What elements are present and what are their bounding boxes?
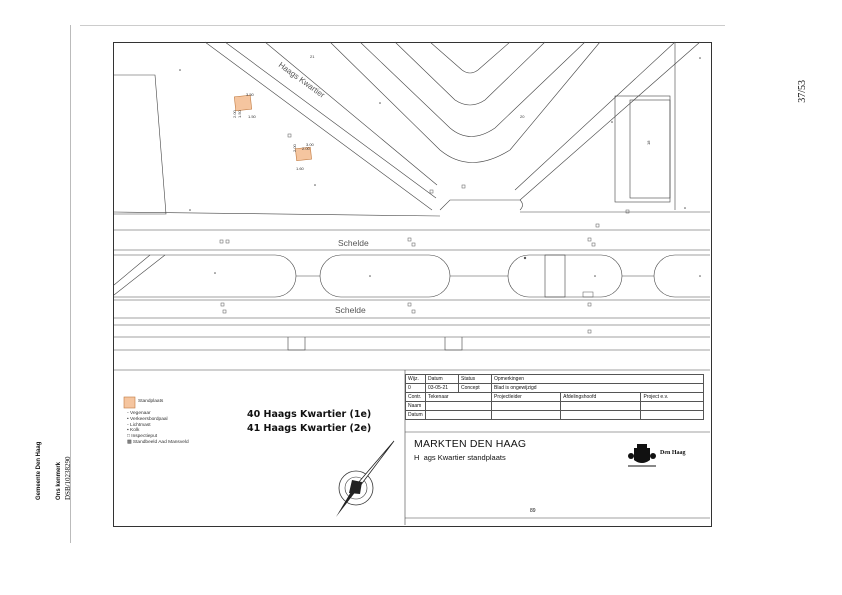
diagonal-street-edge [205,42,432,210]
market-title-1: 40 Haags Kwartier (1e) [247,409,372,420]
table-row [406,375,704,384]
table-row [406,393,704,402]
kenmerk-label: Ons kenmerk [56,461,62,500]
dimension-label: 1.50 [237,110,242,118]
legend-label: Inspectieput [131,434,158,440]
table-cell: 0 [406,384,426,393]
dimension-label: 1.60 [296,166,304,171]
median-island [654,255,710,297]
street-name-lower: Schelde [335,305,366,315]
legend-item [127,440,189,446]
table-cell: 03-05-21 [426,384,459,393]
legend-symbol: ◦ [127,411,131,416]
table-cell [492,402,561,411]
sheet-number: 89 [530,508,536,514]
table-row [406,384,704,393]
title-block-subtitle: H ags Kwartier standplaats [414,453,506,462]
standplaats-boxes [234,95,311,160]
den-haag-logo-text: Den Haag [660,450,686,456]
legend-label: Lichtmast [130,422,151,428]
table-cell: Concept [459,384,492,393]
title-block-title: MARKTEN DEN HAAG [414,438,527,450]
table-cell [426,402,492,411]
table-cell: Projectleider [492,393,561,402]
den-haag-logo-icon [628,444,656,466]
legend-symbol: ◦ [127,422,131,428]
table-cell: Wijz. [406,375,426,384]
table-cell: Opmerkingen [492,375,704,384]
standplaats-40 [234,95,251,111]
table-cell: Status [459,375,492,384]
table-cell [641,402,704,411]
table-cell: Afdelingshoofd [561,393,641,402]
number-label: 20 [520,114,525,119]
org-name: Gemeente Den Haag [36,441,42,500]
kenmerk-value: DSB/10238290 [64,456,72,500]
dimension-label: 3.50 [246,92,254,97]
table-cell: Datum [406,411,426,420]
legend-label: Standbeeld Aad Mansveld [132,439,189,445]
number-label: 18 [646,140,651,145]
legend-symbol: • [127,416,131,422]
legend-label: Verkeersbordpaal [130,416,168,422]
table-cell [492,411,561,420]
legend-symbol: □ [127,434,132,440]
table-cell [641,411,704,420]
table-cell [561,402,641,411]
market-title-2: 41 Haags Kwartier (2e) [247,423,372,434]
legend-list [127,411,189,446]
legend-symbol: ▪ [127,428,131,434]
revision-table [405,374,704,420]
building-right [615,96,670,202]
legend-symbol: ▩ [127,439,133,445]
median-island [114,255,296,297]
table-cell [561,411,641,420]
table-cell: Datum [426,375,459,384]
table-cell: Project e.v. [641,393,704,402]
table-row [406,411,704,420]
table-row [406,402,704,411]
dimension-label: 2.00 [292,144,297,152]
median-island [320,255,450,297]
table-cell [426,411,492,420]
table-cell: Naam [406,402,426,411]
number-label: 21 [310,54,315,59]
table-cell: Blad is ongewijzigd [492,384,704,393]
street-name-diagonal: Haags Kwartier [276,60,327,100]
legend-standplaats-swatch [124,397,135,408]
building-outline-left [114,75,166,214]
table-cell: Contr. [406,393,426,402]
street-name-upper: Schelde [338,238,369,248]
curved-road-outer [330,42,600,163]
dimension-label: 1.50 [248,114,256,119]
legend-standplaats: Standplaats [138,399,164,404]
dimension-label: 2.00 [302,146,310,151]
north-arrow [336,441,394,517]
table-cell: Tekenaar [426,393,492,402]
page-number: 37/53 [797,80,808,103]
legend-label: Kolk [130,428,140,434]
dimension-label: 3.00 [306,142,314,147]
legend-label: Vegenaar [130,411,151,416]
dimension-label: 2.00 [232,110,237,118]
